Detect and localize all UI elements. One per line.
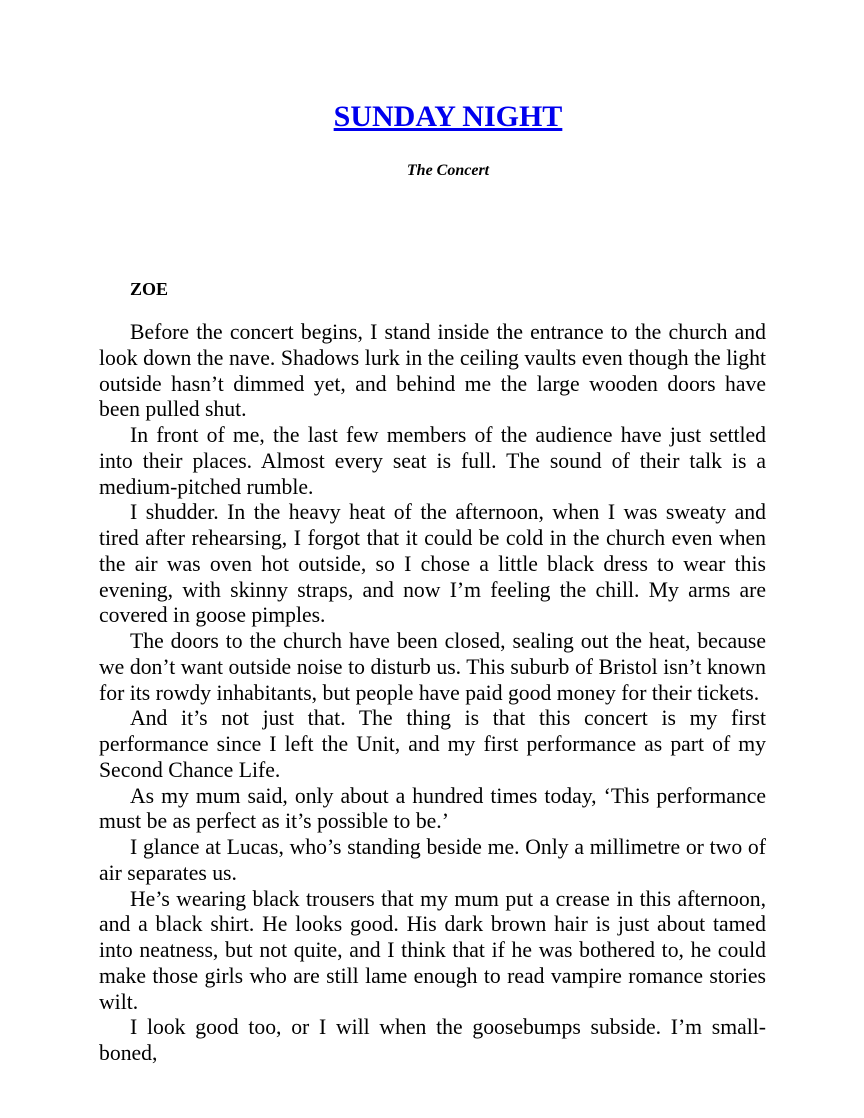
narrator-name: ZOE <box>130 279 169 299</box>
paragraph: And it’s not just that. The thing is that this concert is my first performance since I left the Unit, and my first performance as part of my Second Chance Life. <box>99 706 766 782</box>
paragraph: The doors to the church have been closed, sealing out the heat, because we don’t want outside noise to disturb us. This suburb of Bristol isn’t known for its rowdy inhabitants, but people have paid good money for their tickets. <box>99 629 766 705</box>
chapter-subtitle: The Concert <box>406 162 490 179</box>
paragraph: I look good too, or I will when the goosebumps subside. I’m small-boned, <box>99 1015 766 1065</box>
chapter-body <box>99 320 766 1067</box>
paragraph: As my mum said, only about a hundred times today, ‘This performance must be as perfect as it’s possible to be.’ <box>99 783 766 834</box>
paragraph: In front of me, the last few members of the audience have just settled into their places. Almost every seat is full. The sound of their talk is a medium-pitched rumble. <box>99 423 766 499</box>
paragraph: He’s wearing black trousers that my mum put a crease in this afternoon, and a black shirt. He looks good. His dark brown hair is just about tamed into neatness, but not quite, and I think that if he was bothered to, he could make those girls who are still lame enough to read vampire romance stories wilt. <box>99 886 766 1014</box>
paragraph: I shudder. In the heavy heat of the afternoon, when I was sweaty and tired after rehearsing, I forgot that it could be cold in the church even when the air was oven hot outside, so I chose a little black dress to wear this evening, with skinny straps, and now I’m feeling the chill. My arms are covered in goose pimples. <box>99 500 766 628</box>
chapter-title-link[interactable]: SUNDAY NIGHT <box>333 100 563 133</box>
paragraph: Before the concert begins, I stand inside the entrance to the church and look down the nave. Shadows lurk in the ceiling vaults even though the light outside hasn’t dimmed yet, and behind me the large wooden doors have been pulled shut. <box>99 320 766 422</box>
paragraph: I glance at Lucas, who’s standing beside me. Only a millimetre or two of air separates us. <box>99 835 766 885</box>
